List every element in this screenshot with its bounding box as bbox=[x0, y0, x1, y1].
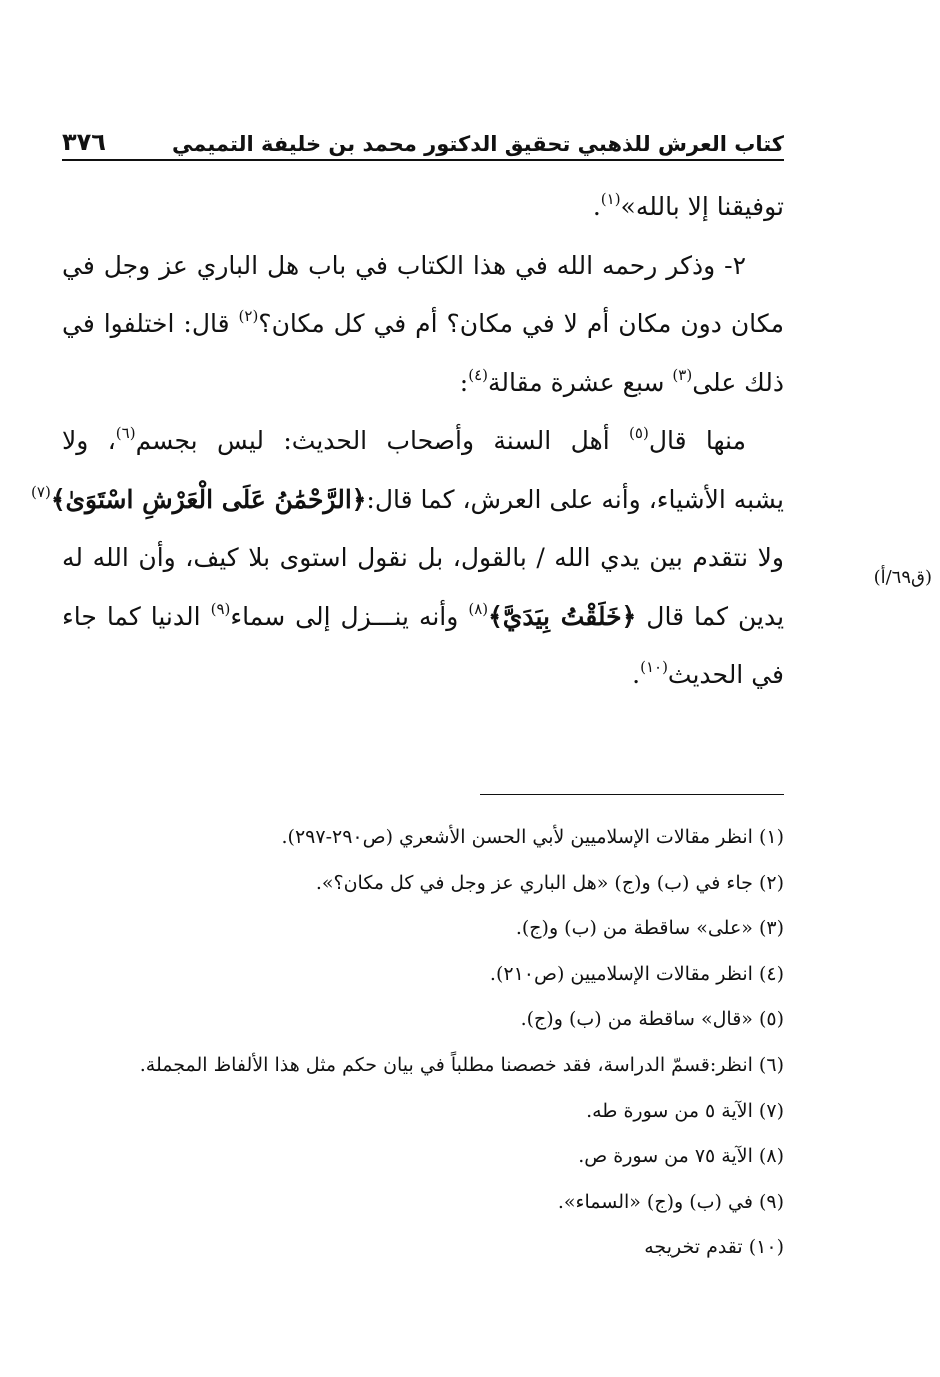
line-3-part-a: مكان دون مكان أم لا في مكان؟ أم في كل مكان؟ bbox=[258, 309, 784, 338]
quran-verse-2: ﴿خَلَقْتُ بِيَدَيَّ﴾ bbox=[488, 601, 637, 631]
line-4-part-a: ذلك على bbox=[692, 367, 784, 397]
footnote-8: (٨) الآية ٧٥ من سورة ص. bbox=[578, 1145, 784, 1168]
text-line-8 bbox=[62, 588, 784, 647]
line-8-part-a: يدين كما قال bbox=[646, 601, 785, 631]
footnote-ref-5: (٥) bbox=[629, 423, 649, 442]
line-4-end: : bbox=[459, 367, 469, 397]
text-line-5 bbox=[62, 412, 784, 471]
footnote-ref-10: (١٠) bbox=[640, 657, 668, 676]
header-rule bbox=[62, 159, 784, 161]
line-6-part-a: يشبه الأشياء، وأنه على العرش، كما قال: bbox=[366, 484, 784, 514]
line-1-end: . bbox=[592, 192, 601, 221]
footnote-ref-6: (٦) bbox=[115, 423, 136, 442]
line-9-text: في الحديث bbox=[667, 660, 784, 689]
text-line-1 bbox=[62, 178, 784, 237]
running-title: كتاب العرش للذهبي تحقيق الدكتور محمد بن خليفة التميمي bbox=[172, 132, 784, 156]
footnote-ref-1: (١) bbox=[600, 189, 621, 208]
footnote-9: (٩) في (ب) و(ج) «السماء». bbox=[557, 1190, 784, 1213]
line-4-part-b: سبع عشرة مقالة bbox=[487, 367, 665, 397]
line-9-end: . bbox=[632, 660, 641, 689]
line-8-part-c: الدنيا كما جاء bbox=[62, 601, 201, 631]
footnote-2: (٢) جاء في (ب) و(ج) «هل الباري عز وجل في كل مكان؟». bbox=[315, 871, 784, 894]
footnote-10: (١٠) تقدم تخريجه bbox=[644, 1236, 784, 1259]
text-line-9 bbox=[62, 646, 784, 705]
text-line-4 bbox=[62, 354, 784, 413]
footnote-6: (٦) انظر:قسمّ الدراسة، فقد خصصنا مطلباً في بيان حكم مثل هذا الألفاظ المجملة. bbox=[139, 1053, 784, 1076]
main-text bbox=[31, 178, 785, 705]
manuscript-folio-note: (ق٦٩/أ) bbox=[873, 567, 932, 588]
line-1-text: توفيقنا إلا بالله» bbox=[620, 192, 784, 221]
text-line-7: ولا نتقدم بين يدي الله / بالقول، بل نقول استوى بلا كيف، وأن الله له bbox=[62, 543, 784, 572]
footnote-7: (٧) الآية ٥ من سورة طه. bbox=[586, 1099, 784, 1122]
footnote-ref-3: (٣) bbox=[672, 365, 693, 384]
page-number: ٣٧٦ bbox=[62, 128, 106, 156]
footnote-4: (٤) انظر مقالات الإسلاميين (ص٢١٠). bbox=[489, 962, 784, 985]
text-line-2: ٢- وذكر رحمه الله في هذا الكتاب في باب هل الباري عز وجل في bbox=[62, 250, 746, 280]
line-3-part-b: قال: اختلفوا في bbox=[62, 309, 230, 338]
footnote-3: (٣) «على» ساقطة من (ب) و(ج). bbox=[515, 917, 784, 940]
footnote-ref-8: (٨) bbox=[468, 599, 489, 618]
footnote-1: (١) انظر مقالات الإسلاميين لأبي الحسن الأشعري (ص٢٩٠-٢٩٧). bbox=[281, 826, 784, 848]
footnote-ref-9: (٩) bbox=[210, 599, 231, 618]
footnotes bbox=[62, 815, 784, 1271]
line-5-part-a: منها قال bbox=[648, 426, 746, 455]
footnote-separator bbox=[480, 794, 784, 795]
quran-verse-1: ﴿الرَّحْمَٰنُ عَلَى الْعَرْشِ اسْتَوَىٰ﴾ bbox=[50, 484, 367, 514]
text-line-6 bbox=[31, 471, 784, 530]
line-5-part-b: أهل السنة وأصحاب الحديث: ليس بجسم bbox=[135, 426, 610, 455]
footnote-ref-7: (٧) bbox=[31, 482, 51, 501]
text-line-3 bbox=[62, 295, 784, 354]
footnote-5: (٥) «قال» ساقطة من (ب) و(ج). bbox=[520, 1008, 784, 1031]
footnote-ref-2: (٢) bbox=[238, 306, 259, 325]
footnote-ref-4: (٤) bbox=[468, 365, 488, 384]
line-8-part-b: وأنه ينـــزل إلى سماء bbox=[230, 601, 459, 631]
page-header bbox=[62, 112, 784, 156]
line-5-part-c: ، ولا bbox=[62, 426, 116, 455]
